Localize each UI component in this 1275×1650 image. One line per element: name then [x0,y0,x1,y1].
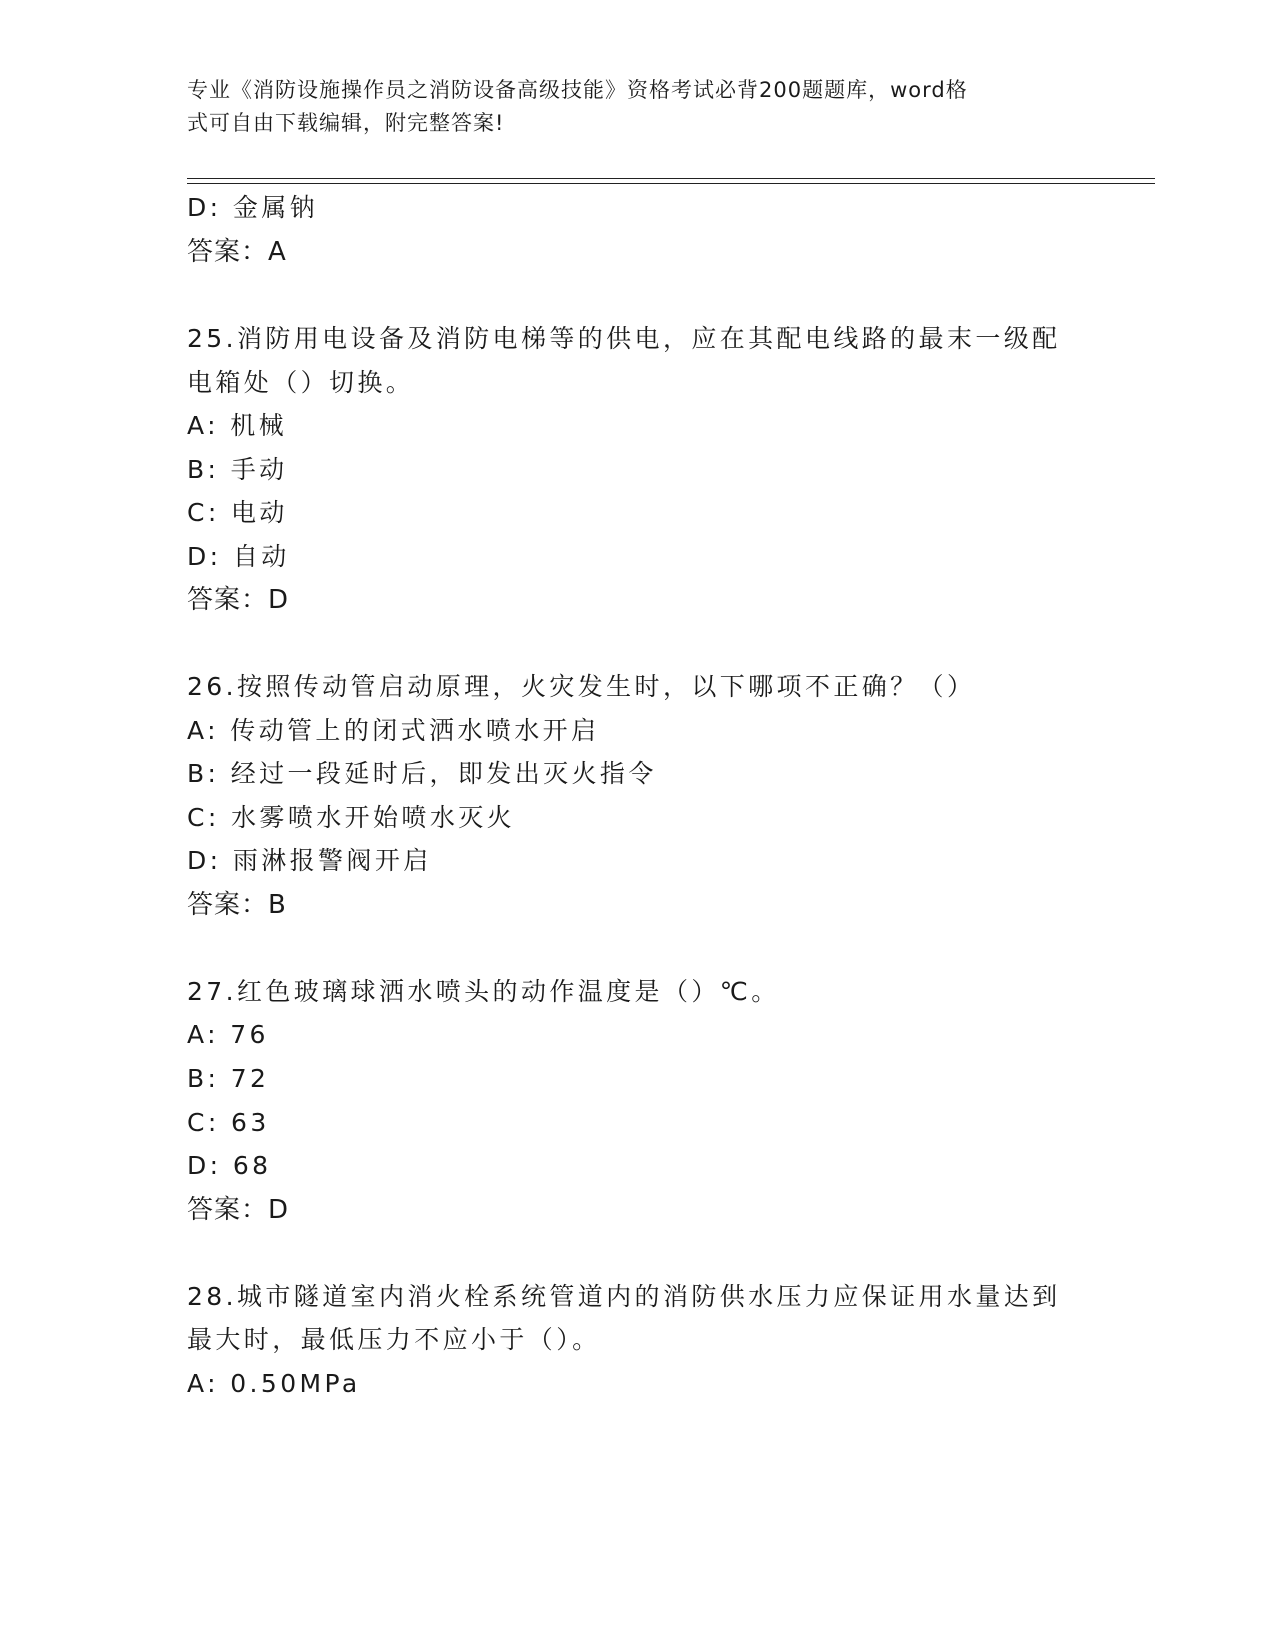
option-line: A: 传动管上的闭式洒水喷水开启 [187,716,600,745]
question-line: 26.按照传动管启动原理，火灾发生时，以下哪项不正确？（） [187,672,976,701]
document-header [187,74,1067,140]
question-line: 27.红色玻璃球洒水喷头的动作温度是（）℃。 [187,977,780,1006]
answer-line: 答案：D [187,585,290,615]
option-line: B: 经过一段延时后，即发出灭火指令 [187,759,657,788]
option-line: A: 机械 [187,411,288,440]
option-line: C: 电动 [187,498,288,527]
header-rule-top [187,178,1155,179]
option-line: B: 手动 [187,455,288,484]
header-line-1: 专业《消防设施操作员之消防设备高级技能》资格考试必背200题题库，word格 [187,78,968,102]
answer-line: 答案：B [187,890,287,920]
option-line: C: 水雾喷水开始喷水灭火 [187,803,516,832]
option-line: D: 自动 [187,542,290,571]
option-line: C: 63 [187,1108,270,1137]
option-line: D: 金属钠 [187,193,319,222]
option-line: A: 0.50MPa [187,1369,361,1398]
option-line: D: 68 [187,1151,272,1180]
header-line-2: 式可自由下载编辑，附完整答案! [187,111,505,135]
question-line: 最大时，最低压力不应小于（）。 [187,1325,601,1354]
question-line: 电箱处（）切换。 [187,368,415,397]
option-line: B: 72 [187,1064,270,1093]
answer-line: 答案：D [187,1195,290,1225]
question-line: 28.城市隧道室内消火栓系统管道内的消防供水压力应保证用水量达到 [187,1282,1061,1311]
question-line: 25.消防用电设备及消防电梯等的供电，应在其配电线路的最末一级配 [187,324,1061,353]
header-rule-bottom [187,183,1155,184]
option-line: D: 雨淋报警阀开启 [187,846,432,875]
option-line: A: 76 [187,1020,269,1049]
answer-line: 答案：A [187,237,287,267]
